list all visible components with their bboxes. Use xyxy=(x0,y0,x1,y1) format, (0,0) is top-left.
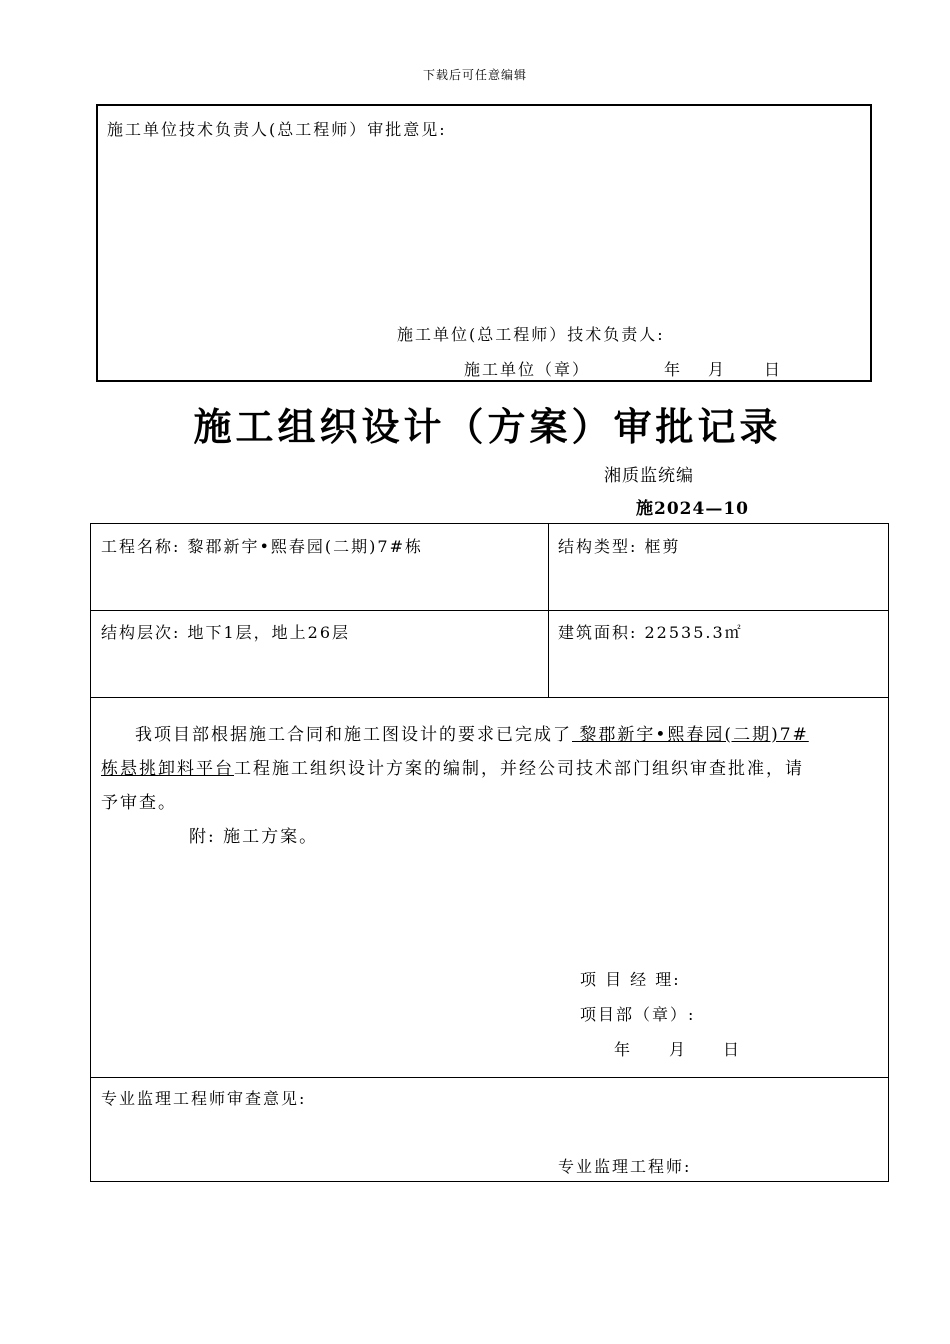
building-area: 建筑面积: 22535.3㎡ xyxy=(558,623,743,642)
record-month-label: 月 xyxy=(669,1040,688,1059)
table-divider xyxy=(91,610,888,611)
table-divider xyxy=(91,1077,888,1078)
approval-day-label: 日 xyxy=(764,360,783,379)
structure-floors: 结构层次: 地下1层，地上26层 xyxy=(101,623,351,642)
project-dept-seal-label: 项目部（章）: xyxy=(580,1005,696,1024)
supervisor-signature-label: 专业监理工程师: xyxy=(558,1157,692,1176)
unit-seal-label: 施工单位（章） xyxy=(464,360,591,379)
statement-project-name: 黎郡新宇•熙春园(二期)7# xyxy=(572,725,809,745)
statement-intro: 我项目部根据施工合同和施工图设计的要求已完成了 xyxy=(135,725,572,745)
chief-engineer-signer-label: 施工单位(总工程师）技术负责人: xyxy=(397,325,665,344)
technical-approval-box xyxy=(96,104,872,382)
form-title: 施工组织设计（方案）审批记录 xyxy=(193,404,782,449)
attachment-note: 附: 施工方案。 xyxy=(189,827,319,847)
supervisor-opinion-heading: 专业监理工程师审查意见: xyxy=(101,1089,307,1108)
record-year-label: 年 xyxy=(614,1040,633,1059)
project-manager-label: 项 目 经 理: xyxy=(580,970,681,989)
statement-project-item: 栋悬挑卸料平台 xyxy=(101,759,234,779)
header-note: 下载后可任意编辑 xyxy=(422,68,527,82)
project-name: 工程名称: 黎郡新宇•熙春园(二期)7#栋 xyxy=(101,537,423,556)
structure-type: 结构类型: 框剪 xyxy=(558,537,681,556)
statement-end: 予审查。 xyxy=(101,793,177,813)
statement-body: 工程施工组织设计方案的编制，并经公司技术部门组织审查批准，请 xyxy=(234,759,804,779)
approval-record-table xyxy=(90,523,889,1182)
table-divider xyxy=(91,697,888,698)
table-column-divider xyxy=(548,524,549,697)
approval-year-label: 年 xyxy=(664,360,683,379)
record-day-label: 日 xyxy=(723,1040,742,1059)
approval-month-label: 月 xyxy=(708,360,727,379)
form-code: 施2024—10 xyxy=(636,499,749,519)
technical-approval-heading: 施工单位技术负责人(总工程师）审批意见: xyxy=(107,120,447,139)
submission-statement xyxy=(101,718,891,820)
form-compiler: 湘质监统编 xyxy=(604,466,694,486)
